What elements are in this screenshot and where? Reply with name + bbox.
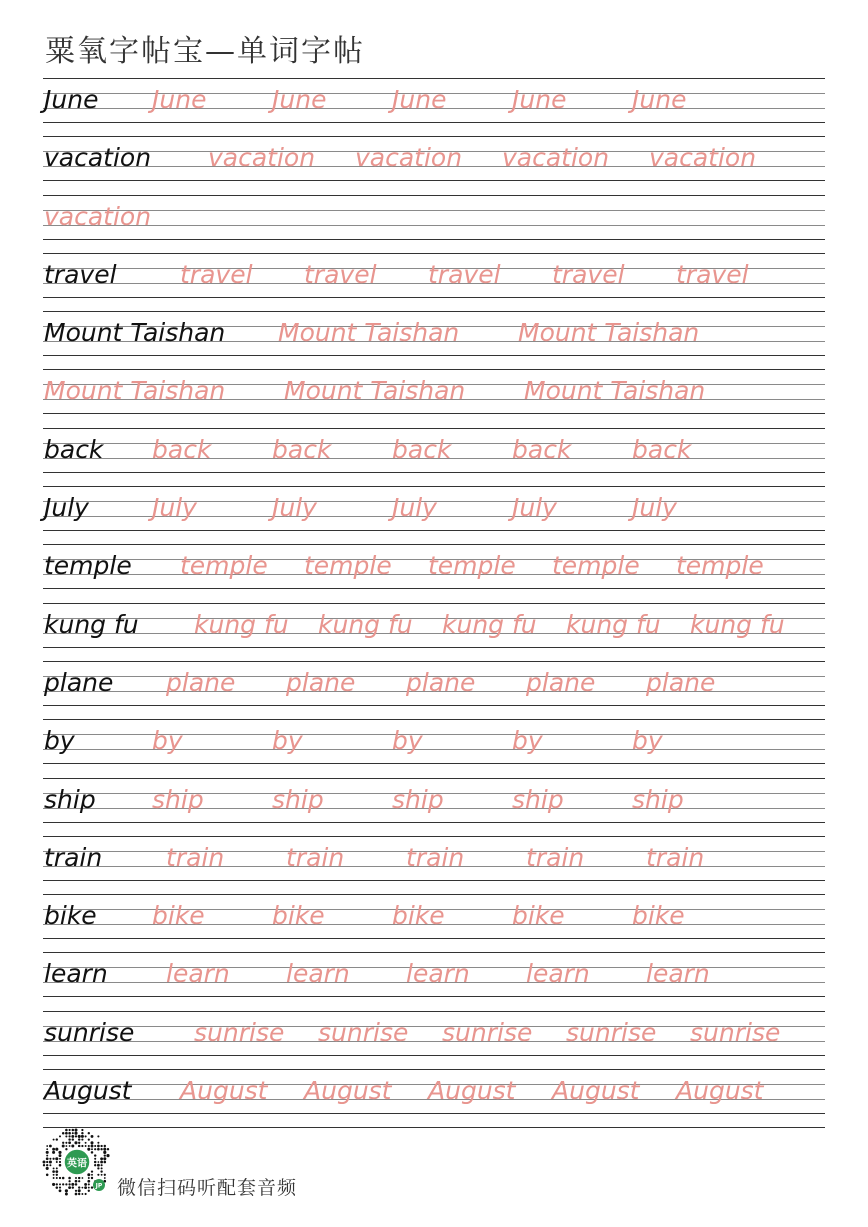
row-words	[44, 140, 796, 176]
trace-word: sunrise	[318, 1017, 409, 1047]
model-word: bike	[44, 901, 97, 931]
guide-line	[43, 647, 825, 648]
trace-word: July	[512, 493, 557, 523]
guide-line	[43, 355, 825, 356]
trace-word: Mount Taishan	[278, 318, 460, 348]
practice-row	[43, 428, 825, 486]
guide-line	[43, 297, 825, 298]
trace-word: travel	[180, 259, 253, 289]
model-word: kung fu	[44, 609, 139, 639]
trace-word: train	[406, 842, 465, 872]
row-words	[44, 607, 814, 643]
guide-line	[43, 778, 825, 779]
trace-word: temple	[180, 551, 268, 581]
trace-word: temple	[676, 551, 764, 581]
trace-word: Mount Taishan	[524, 376, 706, 406]
trace-word: by	[632, 726, 663, 756]
practice-row	[43, 661, 825, 719]
guide-line	[43, 1069, 825, 1070]
trace-word: by	[272, 726, 303, 756]
trace-word: plane	[646, 667, 716, 697]
practice-row	[43, 603, 825, 661]
trace-word: sunrise	[690, 1017, 781, 1047]
trace-word: kung fu	[318, 609, 413, 639]
practice-row	[43, 894, 825, 952]
trace-word: train	[646, 842, 705, 872]
guide-line	[43, 705, 825, 706]
trace-word: train	[526, 842, 585, 872]
trace-word: back	[512, 434, 572, 464]
guide-line	[43, 122, 825, 123]
practice-row	[43, 952, 825, 1010]
practice-row	[43, 136, 825, 194]
trace-word: Mount Taishan	[518, 318, 700, 348]
guide-line	[43, 661, 825, 662]
model-word: June	[44, 85, 99, 114]
guide-line	[43, 603, 825, 604]
trace-word: August	[428, 1076, 516, 1106]
trace-word: sunrise	[194, 1017, 285, 1047]
trace-word: vacation	[649, 143, 757, 173]
trace-word: vacation	[355, 143, 463, 173]
row-words	[44, 1073, 800, 1109]
guide-line	[43, 880, 825, 881]
model-word: by	[44, 726, 75, 756]
guide-line	[43, 180, 825, 181]
guide-line	[43, 836, 825, 837]
guide-line	[43, 719, 825, 720]
guide-line	[43, 413, 825, 414]
trace-word: plane	[526, 667, 596, 697]
guide-line	[43, 486, 825, 487]
trace-word: travel	[552, 259, 625, 289]
page-title: 粟氧字帖宝—单词字帖	[45, 34, 365, 69]
guide-line	[43, 952, 825, 953]
trace-word: train	[166, 842, 225, 872]
trace-word: travel	[304, 259, 377, 289]
trace-word: July	[632, 493, 677, 523]
row-words	[44, 665, 766, 701]
guide-line	[43, 1011, 825, 1012]
row-words	[44, 956, 766, 992]
guide-line	[43, 822, 825, 823]
trace-word: vacation	[502, 143, 610, 173]
row-words	[44, 840, 766, 876]
guide-line	[43, 253, 825, 254]
practice-row	[43, 836, 825, 894]
trace-word: sunrise	[442, 1017, 533, 1047]
trace-word: by	[392, 726, 423, 756]
trace-word: June	[512, 85, 567, 114]
trace-word: kung fu	[442, 609, 537, 639]
trace-word: June	[632, 85, 687, 114]
trace-word: temple	[304, 551, 392, 581]
row-words	[44, 82, 752, 118]
model-word: plane	[44, 667, 114, 697]
practice-row	[43, 719, 825, 777]
guide-line	[43, 239, 825, 240]
row-words	[44, 1015, 814, 1051]
trace-word: August	[180, 1076, 268, 1106]
trace-word: travel	[428, 259, 501, 289]
practice-row	[43, 1011, 825, 1069]
trace-word: back	[272, 434, 332, 464]
trace-word: plane	[286, 667, 356, 697]
trace-word: temple	[552, 551, 640, 581]
practice-row	[43, 311, 825, 369]
trace-word: learn	[286, 959, 350, 989]
row-words	[44, 723, 752, 759]
qr-code-icon[interactable]	[42, 1128, 112, 1198]
trace-word: August	[552, 1076, 640, 1106]
guide-line	[43, 1113, 825, 1114]
practice-row	[43, 195, 825, 253]
model-word: Mount Taishan	[44, 318, 226, 348]
trace-word: kung fu	[194, 609, 289, 639]
practice-row	[43, 369, 825, 427]
model-word: learn	[44, 959, 108, 989]
row-words	[44, 490, 752, 526]
practice-row	[43, 78, 825, 136]
row-words	[44, 432, 752, 468]
practice-row	[43, 1069, 825, 1127]
trace-word: back	[392, 434, 452, 464]
guide-line	[43, 938, 825, 939]
trace-word: plane	[166, 667, 236, 697]
model-word: sunrise	[44, 1017, 135, 1047]
practice-row	[43, 778, 825, 836]
model-word: ship	[44, 784, 96, 814]
guide-line	[43, 588, 825, 589]
guide-line	[43, 428, 825, 429]
practice-row	[43, 253, 825, 311]
qr-badge-label: 英语	[67, 1158, 87, 1170]
row-words	[44, 315, 758, 351]
trace-word: ship	[632, 784, 684, 814]
model-word: vacation	[44, 143, 152, 173]
trace-word: vacation	[44, 201, 152, 231]
trace-word: learn	[166, 959, 230, 989]
qr-corner-label: JP	[95, 1182, 103, 1190]
trace-word: August	[676, 1076, 764, 1106]
model-word: August	[44, 1076, 132, 1106]
trace-word: vacation	[208, 143, 316, 173]
trace-word: June	[152, 85, 207, 114]
trace-word: by	[512, 726, 543, 756]
trace-word: learn	[526, 959, 590, 989]
trace-word: travel	[676, 259, 749, 289]
trace-word: bike	[632, 901, 685, 931]
trace-word: bike	[152, 901, 205, 931]
row-words	[44, 373, 764, 409]
guide-line	[43, 763, 825, 764]
guide-line	[43, 1055, 825, 1056]
trace-word: Mount Taishan	[284, 376, 466, 406]
row-words	[44, 199, 191, 235]
trace-word: July	[272, 493, 317, 523]
model-word: July	[44, 493, 89, 523]
row-words	[44, 257, 800, 293]
trace-word: train	[286, 842, 345, 872]
row-words	[44, 548, 800, 584]
trace-word: June	[272, 85, 327, 114]
trace-word: July	[392, 493, 437, 523]
trace-word: temple	[428, 551, 516, 581]
practice-row	[43, 486, 825, 544]
row-words	[44, 898, 752, 934]
trace-word: ship	[272, 784, 324, 814]
trace-word: learn	[646, 959, 710, 989]
guide-line	[43, 136, 825, 137]
guide-line	[43, 472, 825, 473]
trace-word: July	[152, 493, 197, 523]
guide-line	[43, 369, 825, 370]
trace-word: ship	[512, 784, 564, 814]
trace-word: learn	[406, 959, 470, 989]
practice-grid	[43, 78, 825, 1127]
trace-word: bike	[392, 901, 445, 931]
trace-word: sunrise	[566, 1017, 657, 1047]
trace-word: by	[152, 726, 183, 756]
model-word: back	[44, 434, 104, 464]
guide-line	[43, 544, 825, 545]
row-words	[44, 782, 752, 818]
trace-word: bike	[272, 901, 325, 931]
guide-line	[43, 530, 825, 531]
guide-line	[43, 311, 825, 312]
trace-word: bike	[512, 901, 565, 931]
trace-word: plane	[406, 667, 476, 697]
trace-word: ship	[152, 784, 204, 814]
model-word: travel	[44, 259, 117, 289]
trace-word: back	[632, 434, 692, 464]
model-word: temple	[44, 551, 132, 581]
guide-line	[43, 996, 825, 997]
trace-word: back	[152, 434, 212, 464]
practice-row	[43, 544, 825, 602]
trace-word: ship	[392, 784, 444, 814]
model-word: train	[44, 842, 103, 872]
guide-line	[43, 894, 825, 895]
trace-word: June	[392, 85, 447, 114]
trace-word: kung fu	[566, 609, 661, 639]
footer	[42, 1128, 442, 1198]
trace-word: kung fu	[690, 609, 785, 639]
guide-line	[43, 78, 825, 79]
trace-word: August	[304, 1076, 392, 1106]
trace-word: Mount Taishan	[44, 376, 226, 406]
footer-caption: 微信扫码听配套音频	[117, 1177, 298, 1199]
guide-line	[43, 195, 825, 196]
